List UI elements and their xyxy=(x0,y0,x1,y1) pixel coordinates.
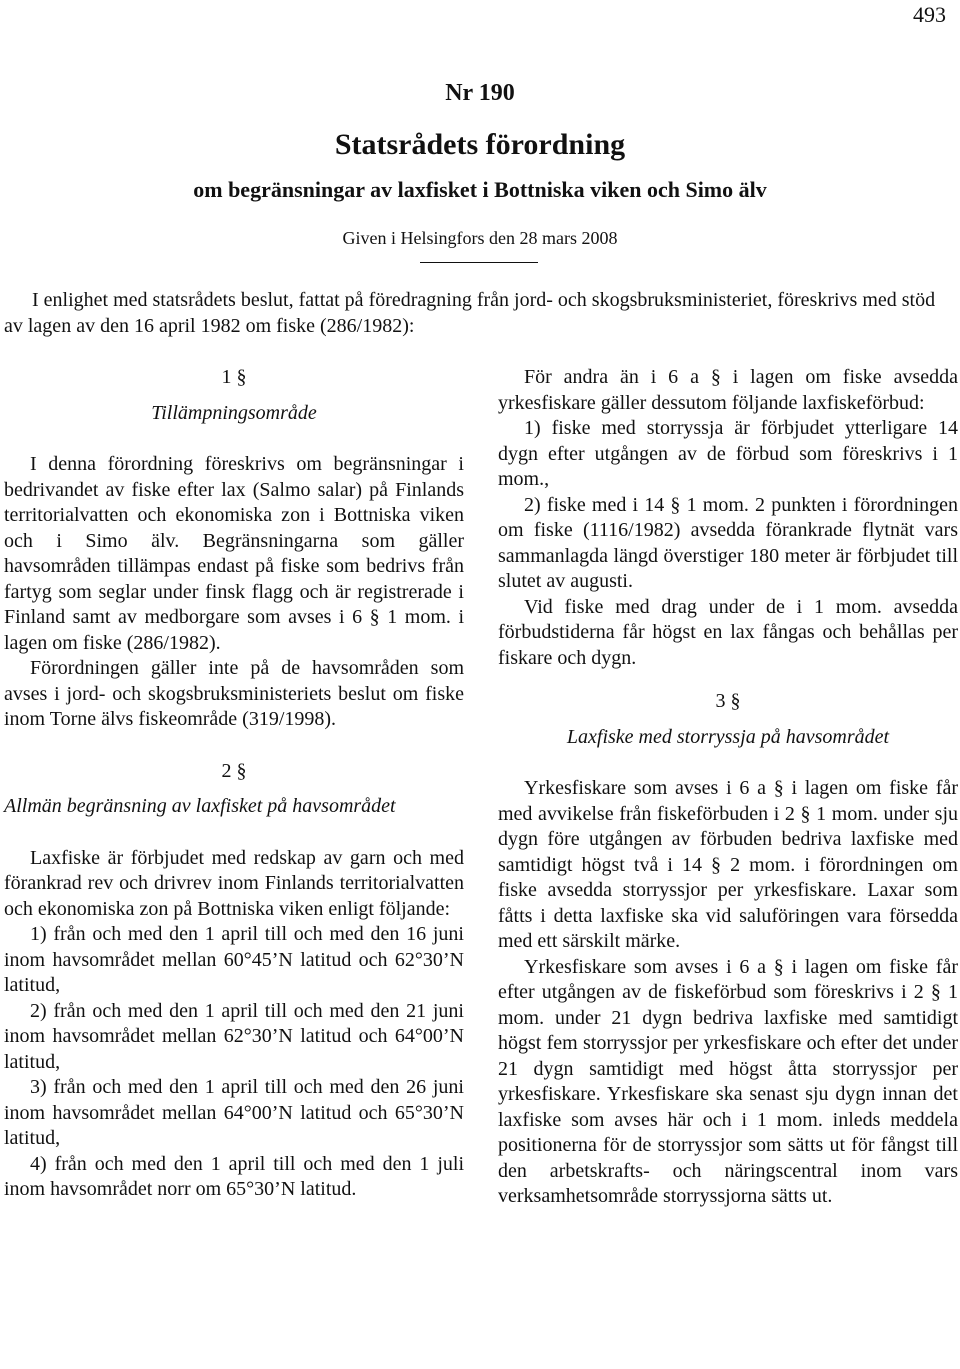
section-2-item: 3) från och med den 1 april till och med den 26 juni inom havsområdet mellan 64°00’N latitud och 65°30’N latitud, xyxy=(4,1076,464,1149)
given-date: Given i Helsingfors den 28 mars 2008 xyxy=(342,228,618,248)
section-1-paragraph: Förordningen gäller inte på de havsområden som avses i jord- och skogsbruksministeriets beslut om fiske inom Torne älvs fiskeområde (319/1998). xyxy=(4,657,464,730)
section-1-number: 1 § xyxy=(221,366,247,388)
section-2-item: 4) från och med den 1 april till och med den 1 juli inom havsområdet norr om 65°30’N latitud. xyxy=(4,1152,464,1200)
section-2-paragraph: Vid fiske med drag under de i 1 mom. avsedda förbudstiderna får högst en lax fångas och behållas per fiskare och dygn. xyxy=(498,595,958,669)
section-1-paragraph: I denna förordning föreskrivs om begränsningar i bedrivandet av fiske efter lax (Salmo salar) på Finlands territorialvatten och ekonomiska zon i Bottniska viken och i Simo älv. Begränsningarna som gäller havsområden tillämpas endast på fiske som bedrivs från fartyg som seglar under finsk flagg och är registrerade i Finland samt av medborgare som avses i 6 § 1 mom. i lagen om fiske (286/1982). xyxy=(4,453,464,654)
section-2-item: 1) från och med den 1 april till och med den 16 juni inom havsområdet mellan 60°45’N latitud och 62°30’N latitud, xyxy=(4,923,464,996)
statute-number: Nr 190 xyxy=(445,80,515,106)
section-2-title: Allmän begränsning av laxfisket på havsområdet xyxy=(4,795,396,817)
section-2-paragraph: För andra än i 6 a § i lagen om fiske avsedda yrkesfiskare gäller dessutom följande laxfiskeförbud: xyxy=(498,366,958,414)
preamble: I enlighet med statsrådets beslut, fattat på föredragning från jord- och skogsbruksministeriet, föreskrivs med stöd av lagen av den 16 april 1982 om fiske (286/1982): xyxy=(4,289,936,337)
section-3-title: Laxfiske med storryssja på havsområdet xyxy=(566,725,890,748)
section-3-paragraph: Yrkesfiskare som avses i 6 a § i lagen om fiske får med avvikelse från fiskeförbuden i 2 § 1 mom. under sju dygn före utgången av förbuden bedriva laxfiske med samtidigt högst två i 14 § 2 mom. i förordningen om fiske avsedda storryssjor per yrkesfiskare. Laxar som fåtts i detta laxfiske ska vid saluföringen vara försedda med ett särskilt märke. xyxy=(498,777,958,952)
section-2-number: 2 § xyxy=(221,759,247,782)
title-divider xyxy=(420,262,538,263)
page-number: 493 xyxy=(913,2,946,27)
section-2-item: 2) från och med den 1 april till och med den 21 juni inom havsområdet mellan 62°30’N latitud och 64°00’N latitud, xyxy=(4,999,464,1073)
section-1-title: Tillämpningsområde xyxy=(151,401,317,424)
section-2-paragraph: Laxfiske är förbjudet med redskap av garn och med förankrad rev och drivrev inom Finlands territorialvatten och ekonomiska zon på Bottniska viken enligt följande: xyxy=(4,846,464,920)
section-3-paragraph: Yrkesfiskare som avses i 6 a § i lagen om fiske får efter utgången av de fiskeförbud som föreskrivs i 2 § 1 mom. under 21 dygn bedriva laxfiske med samtidigt högst fem storryssjor per yrkesfiskare och efter det under 21 dygn samtidigt med högst åtta storryssjor per yrkesfiskare. Yrkesfiskare ska senast sju dygn innan det laxfiske som avses här och i 1 mom. inleds meddela positionerna för de storryssjor som sätts ut för fångst till den arbetskrafts- och näringscentral inom vars verksamhetsområde storryssjorna sätts ut. xyxy=(498,955,958,1207)
document-title: Statsrådets förordning xyxy=(334,128,626,161)
section-2-item: 2) fiske med i 14 § 1 mom. 2 punkten i förordningen om fiske (1116/1982) avsedda förankrade flytnät vars sammanlagda längd överstiger 180 meter är förbjudet till slutet av augusti. xyxy=(498,493,958,592)
right-column xyxy=(498,365,958,1210)
left-column xyxy=(4,365,464,1203)
section-3-number: 3 § xyxy=(715,690,741,712)
section-2-item: 1) fiske med storryssja är förbjudet ytterligare 14 dygn efter utgången av de förbud som föreskrivs i 1 mom., xyxy=(498,417,958,490)
document-subtitle: om begränsningar av laxfisket i Bottniska viken och Simo älv xyxy=(193,177,767,202)
